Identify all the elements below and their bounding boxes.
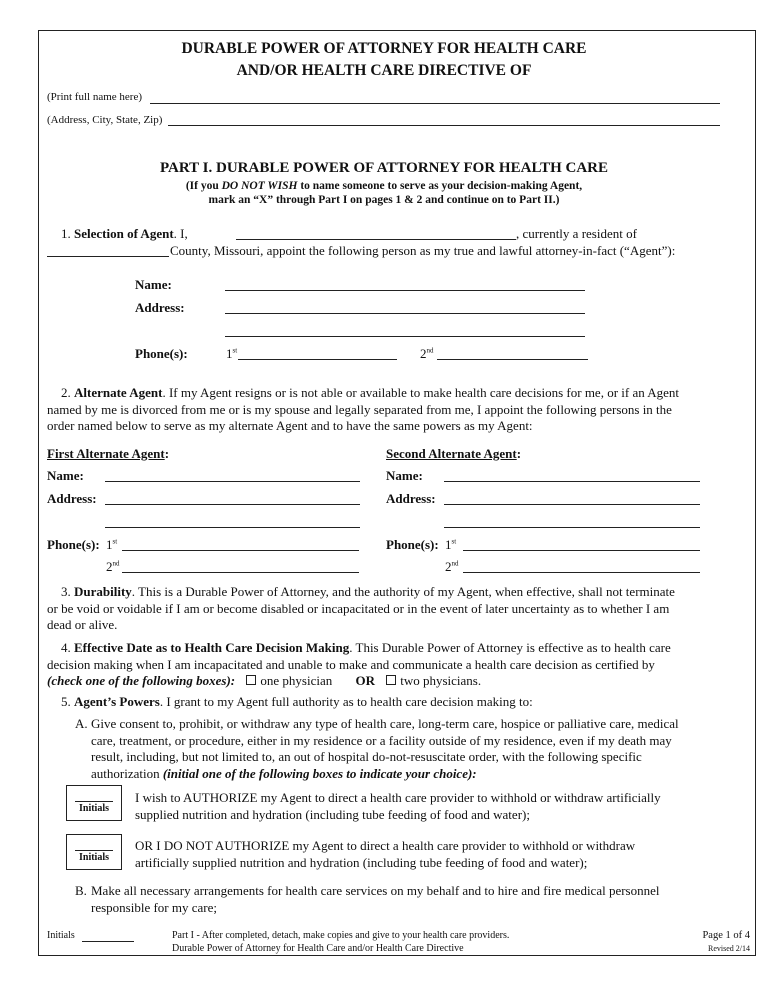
s3-line3: dead or alive. [47,617,118,632]
s5-intro: 5. Agent’s Powers. I grant to my Agent full authority as to health care decision making to: [61,694,533,709]
address-label: (Address, City, State, Zip) [47,114,163,126]
principal-name-field[interactable] [236,239,516,240]
alt1-phone2-label: 2nd [106,559,120,574]
form-title-line2: AND/OR HEALTH CARE DIRECTIVE OF [236,62,532,79]
s4-line3: (check one of the following boxes): one physician OR two physicians. [47,673,482,688]
alt1-address-field-2[interactable] [105,527,360,528]
agent-phone1-field[interactable] [238,359,397,360]
alt1-name-label: Name: [47,468,84,483]
alt2-phone-label: Phone(s): [386,537,439,552]
page-number: Page 1 of 4 [702,930,750,941]
agent-address-field-1[interactable] [225,313,585,314]
one-physician-checkbox[interactable] [246,675,256,685]
s5-a-letter: A. [75,716,88,731]
initials-label: Initials [78,803,109,814]
s2-line3: order named below to serve as my alternate Agent and to have the same powers as my Agent: [47,418,533,433]
agent-name-label: Name: [135,277,172,292]
part1-heading: PART I. DURABLE POWER OF ATTORNEY FOR HEALTH CARE [159,160,608,176]
s4-line1: 4. Effective Date as to Health Care Decision Making. This Durable Power of Attorney is effective as to health care [61,640,671,655]
s5-a-line3: result, including, but not limited to, an out of hospital do-not-resuscitate order, with the following specific [91,749,642,764]
first-alternate-heading: First Alternate Agent: [47,446,170,461]
footer-initials-field[interactable] [82,941,134,942]
agent-phone-label: Phone(s): [135,346,188,361]
address-field[interactable] [168,125,720,126]
full-name-label: (Print full name here) [47,91,142,103]
agent-phone2-label: 2nd [420,346,434,361]
s5-b-line2: responsible for my care; [91,900,217,915]
s5-b-line1: Make all necessary arrangements for health care services on my behalf and to hire and fire medical personnel [91,883,660,898]
not-authorize-initials-box[interactable] [66,834,122,870]
s5-a-line1: Give consent to, prohibit, or withdraw any type of health care, long-term care, hospice or palliative care, medical [91,716,679,731]
s2-line1: 2. Alternate Agent. If my Agent resigns or is not able or available to make health care decisions for me, or if an Agent [61,385,680,400]
alt1-address-field-1[interactable] [105,504,360,505]
agent-phone2-field[interactable] [437,359,588,360]
alt2-name-label: Name: [386,468,423,483]
revised-date: Revised 2/14 [708,944,750,953]
agent-address-label: Address: [135,300,185,315]
footer-note-line1: Part I - After completed, detach, make copies and give to your health care providers. [172,930,510,941]
authorize-initials-box[interactable] [66,785,122,821]
not-authorize-line1: OR I DO NOT AUTHORIZE my Agent to direct a health care provider to withhold or withdraw [135,838,636,853]
form-title-line1: DURABLE POWER OF ATTORNEY FOR HEALTH CARE [181,40,587,57]
agent-address-field-2[interactable] [225,336,585,337]
s3-line1: 3. Durability. This is a Durable Power of Attorney, and the authority of my Agent, when effective, shall not terminate [61,584,675,599]
alt1-phone-label: Phone(s): [47,537,100,552]
alt2-phone1-field[interactable] [463,550,700,551]
alt2-phone2-field[interactable] [463,572,700,573]
alt1-phone2-field[interactable] [122,572,359,573]
alt1-phone1-label: 1st [106,537,118,552]
part1-instruction-line1: (If you DO NOT WISH to name someone to serve as your decision-making Agent, [185,180,583,192]
county-field[interactable] [47,256,169,257]
authorize-line1: I wish to AUTHORIZE my Agent to direct a health care provider to withhold or withdraw artificially [135,790,661,805]
s1-line2: County, Missouri, appoint the following person as my true and lawful attorney-in-fact (“Agent”): [170,243,676,258]
alt1-phone1-field[interactable] [122,550,359,551]
alt2-address-field-2[interactable] [444,527,700,528]
alt1-name-field[interactable] [105,481,360,482]
not-authorize-line2: artificially supplied nutrition and hydration (including tube feeding of food and water); [135,855,588,870]
footer-initials-label: Initials [47,930,75,941]
agent-phone1-label: 1st [226,346,238,361]
second-alternate-heading: Second Alternate Agent: [386,446,522,461]
authorize-line2: supplied nutrition and hydration (including tube feeding of food and water); [135,807,530,822]
s1-line1-end: , currently a resident of [516,226,637,241]
s2-line2: named by me is divorced from me or is my spouse and legally separated from me, I appoint the following persons in the [47,402,672,417]
footer-note-line2: Durable Power of Attorney for Health Care and/or Health Care Directive [172,943,464,954]
part1-instruction-line2: mark an “X” through Part I on pages 1 & 2 and continue on to Part II.) [208,194,560,206]
alt1-address-label: Address: [47,491,97,506]
alt2-phone2-label: 2nd [445,559,459,574]
s5-a-line4: authorization (initial one of the following boxes to indicate your choice): [91,766,477,781]
alt2-name-field[interactable] [444,481,700,482]
s5-b-letter: B. [75,883,87,898]
alt2-address-field-1[interactable] [444,504,700,505]
agent-name-field[interactable] [225,290,585,291]
s4-line2: decision making when I am incapacitated and unable to make and communicate a health care decision as certified by [47,657,655,672]
s5-a-line2: care, treatment, or procedure, either in my residence or a facility outside of my residence, even if my death may [91,733,672,748]
s3-line2: or be void or voidable if I am or become disabled or incapacitated or in the event of later uncertainty as to whether I am [47,601,670,616]
initials-label: Initials [78,852,109,863]
full-name-field[interactable] [150,103,720,104]
s1-line1-start: 1. Selection of Agent. I, [61,226,188,241]
alt2-address-label: Address: [386,491,436,506]
two-physicians-checkbox[interactable] [386,675,396,685]
alt2-phone1-label: 1st [445,537,457,552]
